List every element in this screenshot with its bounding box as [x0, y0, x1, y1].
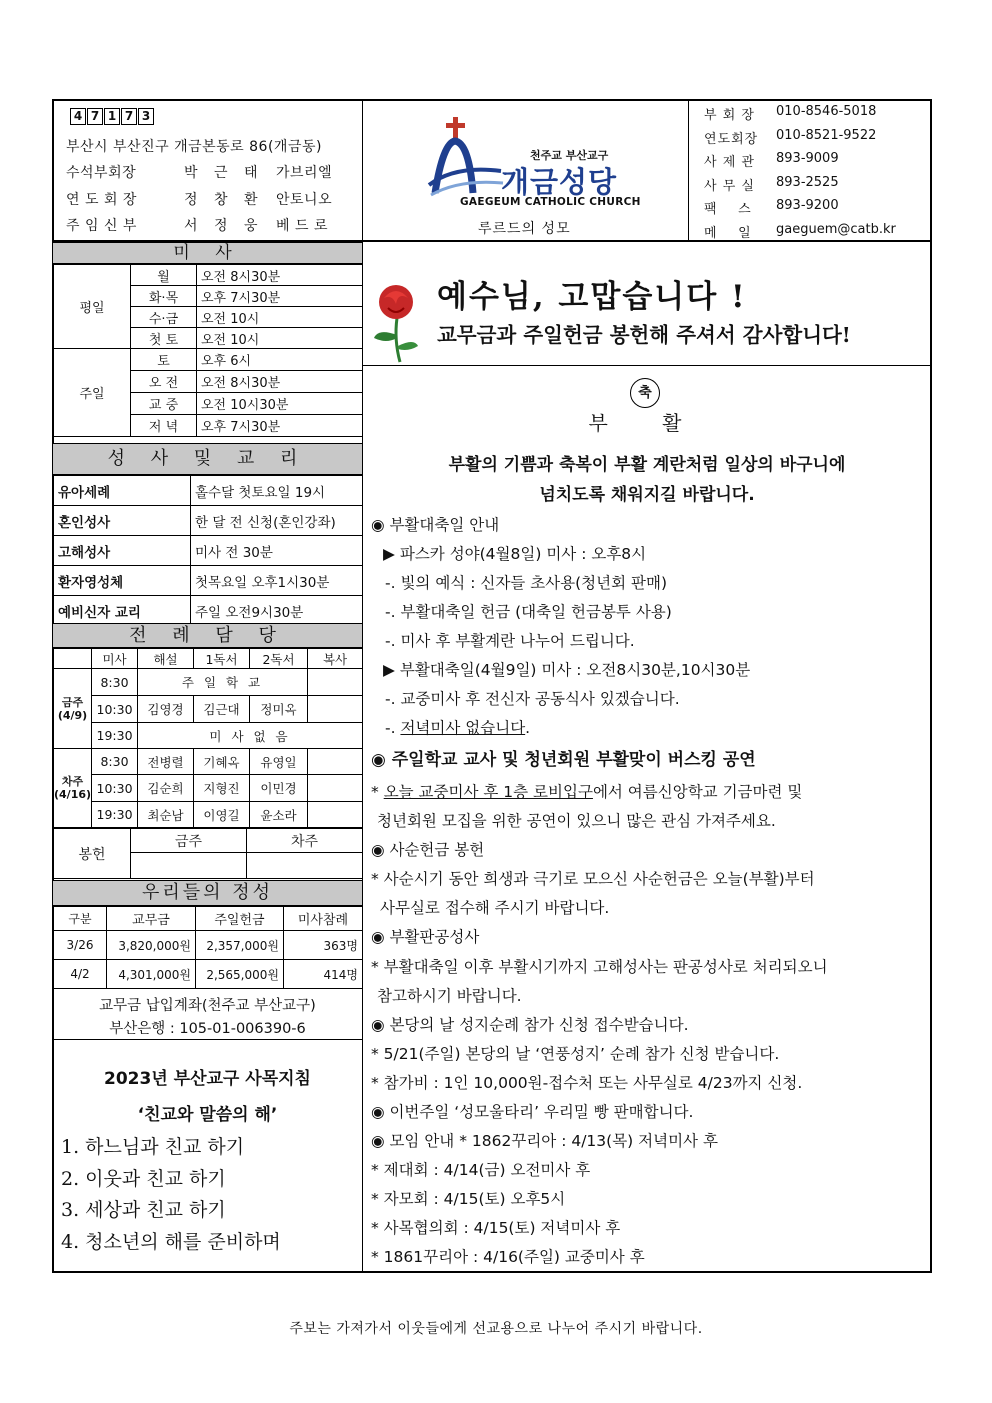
contact-value: gaeguem@catb.kr — [776, 222, 896, 237]
liturgy-name: 이민경 — [250, 775, 308, 802]
notice-underlined: 저녁미사 없습니다 — [400, 719, 526, 737]
celebrate-badge: 축 — [630, 378, 660, 408]
zip-digit: 7 — [121, 108, 137, 125]
sacraments-table — [53, 475, 363, 626]
contact-value: 010-8521-9522 — [776, 128, 877, 143]
offerings-sunday: 2,565,000원 — [196, 960, 284, 989]
notice-line: * 참가비 : 1인 10,000원-접수처 또는 사무실로 4/23까지 신청. — [371, 1074, 803, 1092]
offerings-date: 4/2 — [54, 960, 107, 989]
sacrament-name: 혼인성사 — [54, 506, 191, 536]
liturgy-col-header: 1독서 — [194, 649, 250, 669]
officer-role: 연 도 회 장 — [66, 192, 137, 208]
section-title: ◉ 사순헌금 봉헌 — [371, 841, 485, 859]
zip-digit: 1 — [104, 108, 120, 125]
easter-message: 넘치도록 채워지길 바랍니다. — [539, 485, 755, 505]
guideline-item: 2. 이웃과 친교 하기 — [61, 1168, 226, 1190]
mass-time: 오후 7시30분 — [197, 415, 363, 437]
offerings-table — [53, 906, 363, 989]
officer-name: 정 창 환 — [184, 192, 264, 208]
liturgy-table — [53, 648, 363, 828]
church-name-en: GAEGEUM CATHOLIC CHURCH — [460, 196, 641, 208]
liturgy-row — [54, 669, 363, 696]
sacrament-row — [54, 536, 363, 566]
mass-day: 저 녁 — [131, 415, 197, 437]
liturgy-col-header: 2독서 — [250, 649, 308, 669]
mass-day: 월 — [131, 265, 197, 286]
contact-label: 부 회 장 — [704, 108, 755, 123]
liturgy-name: 윤소라 — [250, 802, 308, 828]
notice-line: * 자모회 : 4/15(토) 오후5시 — [371, 1190, 566, 1208]
guideline-item: 3. 세상과 친교 하기 — [61, 1199, 226, 1221]
contact-row — [704, 128, 876, 147]
guidelines-title: 2023년 부산교구 사목지침 — [104, 1069, 311, 1089]
section-title: ◉ 주일학교 교사 및 청년회원 부활맞이 버스킹 공연 — [371, 750, 756, 770]
mass-day: 화·목 — [131, 286, 197, 307]
address: 부산시 부산진구 개금본동로 86(개금동) — [66, 139, 322, 155]
rose-icon — [370, 280, 422, 364]
officer-baptismal: 안토니오 — [276, 192, 333, 208]
liturgy-header: 전 례 담 당 — [53, 623, 362, 648]
officer-row — [66, 215, 356, 235]
section-title: ◉ 이번주일 ‘성모울타리’ 우리밀 빵 판매합니다. — [371, 1103, 694, 1121]
notice-line: 참고하시기 바랍니다. — [377, 987, 522, 1005]
sacrament-name: 유아세례 — [54, 476, 191, 506]
notice-line: * 5/21(주일) 본당의 날 ‘연풍성지’ 순례 참가 신청 받습니다. — [371, 1045, 780, 1063]
liturgy-name — [308, 775, 363, 802]
officer-role: 주 임 신 부 — [66, 218, 137, 234]
liturgy-name: 유영일 — [250, 749, 308, 775]
officer-name: 서 정 웅 — [184, 218, 264, 234]
guidelines-subtitle: ‘친교와 말씀의 해’ — [137, 1105, 278, 1125]
offering-duty-header-row — [54, 829, 363, 853]
offering-duty-col: 금주 — [131, 829, 247, 853]
liturgy-name: 김순희 — [138, 775, 194, 802]
offerings-col-header: 구분 — [54, 907, 107, 931]
contact-row — [704, 104, 876, 123]
notice-line: ▶ 파스카 성야(4월8일) 미사 : 오후8시 — [383, 545, 647, 563]
sacrament-row — [54, 596, 363, 626]
liturgy-header-row — [54, 649, 363, 669]
mass-day: 토 — [131, 349, 197, 371]
liturgy-name — [308, 749, 363, 775]
liturgy-row — [54, 723, 363, 749]
section-title: ◉ 부활판공성사 — [371, 928, 480, 946]
offerings-col-header: 교무금 — [107, 907, 196, 931]
mass-time: 오후 7시30분 — [197, 286, 363, 307]
sacrament-row — [54, 476, 363, 506]
mass-day: 수·금 — [131, 307, 197, 328]
sacrament-time: 홀수달 첫토요일 19시 — [191, 476, 363, 506]
notice-line: 사무실로 접수해 주시기 바랍니다. — [380, 899, 610, 917]
contact-row — [704, 151, 839, 170]
liturgy-row — [54, 696, 363, 723]
sacrament-name: 예비신자 교리 — [54, 596, 191, 626]
sacrament-name: 고해성사 — [54, 536, 191, 566]
mass-time: 오전 8시30분 — [197, 265, 363, 286]
contact-row — [704, 198, 839, 217]
officer-row — [66, 162, 356, 182]
offerings-date: 3/26 — [54, 931, 107, 960]
notice-line: -. 미사 후 부활계란 나누어 드립니다. — [385, 632, 635, 650]
notice-line: 청년회원 모집을 위한 공연이 있으니 많은 관심 가져주세요. — [377, 812, 776, 830]
sacrament-row — [54, 566, 363, 596]
offerings-col-header: 미사참례 — [284, 907, 363, 931]
sacrament-name: 환자영성체 — [54, 566, 191, 596]
notice-line: * 제대회 : 4/14(금) 오전미사 후 — [371, 1161, 591, 1179]
account-line: 교무금 납입계좌(천주교 부산교구) — [99, 998, 316, 1014]
liturgy-name: 전병렬 — [138, 749, 194, 775]
contact-label: 메 일 — [704, 226, 752, 241]
officer-baptismal: 가브리엘 — [276, 165, 333, 181]
notice-line: -. 부활대축일 헌금 (대축일 헌금봉투 사용) — [385, 603, 672, 621]
header-contact-divider — [688, 100, 689, 241]
mass-row — [54, 349, 363, 371]
contact-label: 연도회장 — [704, 132, 759, 147]
contact-value: 893-2525 — [776, 175, 839, 190]
offerings-col-header: 주일헌금 — [196, 907, 284, 931]
notice-line: * 1861꾸리아 : 4/16(주일) 교중미사 후 — [371, 1248, 645, 1266]
notice-line — [385, 716, 530, 738]
church-name: 개금성당 — [501, 165, 618, 199]
liturgy-name: 김영경 — [138, 696, 194, 723]
offerings-sunday: 2,357,000원 — [196, 931, 284, 960]
liturgy-row — [54, 749, 363, 775]
account-divider — [53, 1039, 362, 1040]
liturgy-name: 최순남 — [138, 802, 194, 828]
section-title: ◉ 본당의 날 성지순례 참가 신청 접수받습니다. — [371, 1016, 689, 1034]
mass-time: 오후 6시 — [197, 349, 363, 371]
notice-line: -. 교중미사 후 전신자 공동식사 있겠습니다. — [385, 690, 680, 708]
zip-digit: 3 — [138, 108, 154, 125]
notice-underlined: 오늘 교중미사 후 1층 로비입구 — [383, 783, 593, 801]
zip-digit: 7 — [87, 108, 103, 125]
liturgy-col-header: 복사 — [308, 649, 363, 669]
mass-time: 오전 8시30분 — [197, 371, 363, 393]
zip-code — [70, 108, 154, 125]
offerings-attendance: 363명 — [284, 931, 363, 960]
contact-row — [704, 175, 839, 194]
liturgy-name — [308, 802, 363, 828]
liturgy-name: 지형진 — [194, 775, 250, 802]
liturgy-name: 이영길 — [194, 802, 250, 828]
notice-prefix: * — [371, 783, 384, 801]
officer-role: 수석부회장 — [66, 165, 137, 181]
zip-digit: 4 — [70, 108, 86, 125]
easter-message: 부활의 기쁨과 축복이 부활 계란처럼 일상의 바구니에 — [448, 455, 846, 475]
mass-table — [53, 264, 363, 437]
church-logo-icon — [425, 113, 505, 203]
mass-day: 첫 토 — [131, 328, 197, 349]
officer-row — [66, 189, 356, 209]
sacraments-header: 성 사 및 교 리 — [53, 443, 362, 475]
offerings-row — [54, 931, 363, 960]
liturgy-week-label: 차주(4/16) — [54, 749, 92, 828]
officer-baptismal: 베 드 로 — [276, 218, 328, 234]
contact-row — [704, 222, 896, 241]
mass-day: 교 중 — [131, 393, 197, 415]
contact-value: 010-8546-5018 — [776, 104, 877, 119]
notice-suffix: . — [525, 719, 531, 737]
liturgy-name — [308, 696, 363, 723]
contact-label: 팩 스 — [704, 202, 752, 217]
liturgy-mass-time: 8:30 — [92, 669, 138, 696]
thanks-subtitle: 교무금과 주일헌금 봉헌해 주셔서 감사합니다! — [437, 323, 851, 347]
section-title: ◉ 부활대축일 안내 — [371, 516, 500, 534]
notice-line: ▶ 부활대축일(4월9일) 미사 : 오전8시30분,10시30분 — [383, 661, 751, 679]
sacrament-time: 한 달 전 신청(혼인강좌) — [191, 506, 363, 536]
thanks-divider — [363, 365, 931, 366]
contact-value: 893-9200 — [776, 198, 839, 213]
easter-title: 부 활 — [588, 411, 706, 435]
mass-header: 미 사 — [53, 242, 362, 264]
sacrament-time: 첫목요일 오후1시30분 — [191, 566, 363, 596]
notice-line: * 부활대축일 이후 부활시기까지 고해성사는 판공성사로 처리되오니 — [371, 958, 828, 976]
mass-group-label: 주일 — [54, 349, 131, 437]
notice-line: * 사순시기 동안 희생과 극기로 모으신 사순헌금은 오늘(부활)부터 — [371, 870, 815, 888]
liturgy-mass-time: 10:30 — [92, 696, 138, 723]
officer-name: 박 근 태 — [184, 165, 264, 181]
patron-name: 루르드의 성모 — [478, 221, 571, 237]
liturgy-mass-time: 10:30 — [92, 775, 138, 802]
guideline-item: 4. 청소년의 해를 준비하며 — [61, 1231, 281, 1253]
liturgy-mass-time: 19:30 — [92, 723, 138, 749]
notice-line: * 1862꾸리아 : 4/13(목) 저녁미사 후 — [459, 1132, 718, 1150]
thanks-title: 예수님, 고맙습니다 ! — [437, 279, 747, 315]
liturgy-merged-cell: 미 사 없 음 — [138, 723, 363, 749]
offerings-header: 우리들의 정성 — [53, 880, 362, 906]
liturgy-week-label: 금주(4/9) — [54, 669, 92, 749]
liturgy-mass-time: 19:30 — [92, 802, 138, 828]
notice-line: * 사목협의회 : 4/15(토) 저녁미사 후 — [371, 1219, 621, 1237]
offerings-dues: 4,301,000원 — [107, 960, 196, 989]
mass-group-label: 평일 — [54, 265, 131, 349]
meeting-notice — [371, 1129, 718, 1151]
liturgy-row — [54, 775, 363, 802]
section-title: ◉ 모임 안내 — [371, 1132, 455, 1150]
offering-duty-col: 차주 — [247, 829, 363, 853]
notice-prefix: -. — [385, 719, 401, 737]
liturgy-row — [54, 802, 363, 828]
notice-line — [371, 780, 802, 802]
diocese-label: 천주교 부산교구 — [530, 149, 609, 162]
liturgy-merged-cell: 주 일 학 교 — [138, 669, 308, 696]
liturgy-name: 정미옥 — [250, 696, 308, 723]
offering-duty-table — [53, 828, 363, 879]
contact-value: 893-9009 — [776, 151, 839, 166]
mass-time: 오전 10시 — [197, 307, 363, 328]
sacrament-row — [54, 506, 363, 536]
mass-row — [54, 265, 363, 286]
mass-time: 오전 10시30분 — [197, 393, 363, 415]
liturgy-col-header: 미사 — [92, 649, 138, 669]
liturgy-col-header: 해설 — [138, 649, 194, 669]
offerings-attendance: 414명 — [284, 960, 363, 989]
sacrament-time: 주일 오전9시30분 — [191, 596, 363, 626]
notice-line: -. 빛의 예식 : 신자들 초사용(청년회 판매) — [385, 574, 667, 592]
guideline-item: 1. 하느님과 친교 하기 — [61, 1136, 245, 1158]
footer-note: 주보는 가져가서 이웃들에게 선교용으로 나누어 주시기 바랍니다. — [289, 1321, 703, 1337]
offerings-header-row — [54, 907, 363, 931]
mass-day: 오 전 — [131, 371, 197, 393]
sacrament-time: 미사 전 30분 — [191, 536, 363, 566]
offering-duty-label: 봉헌 — [54, 829, 131, 879]
mass-time: 오전 10시 — [197, 328, 363, 349]
contact-label: 사 제 관 — [704, 155, 755, 170]
liturgy-name: 기혜옥 — [194, 749, 250, 775]
liturgy-name: 김근대 — [194, 696, 250, 723]
offerings-dues: 3,820,000원 — [107, 931, 196, 960]
liturgy-mass-time: 8:30 — [92, 749, 138, 775]
account-number: 부산은행 : 105-01-006390-6 — [109, 1021, 306, 1037]
contact-label: 사 무 실 — [704, 179, 755, 194]
notice-suffix: 에서 여름신앙학교 기금마련 및 — [592, 783, 803, 801]
offerings-row — [54, 960, 363, 989]
